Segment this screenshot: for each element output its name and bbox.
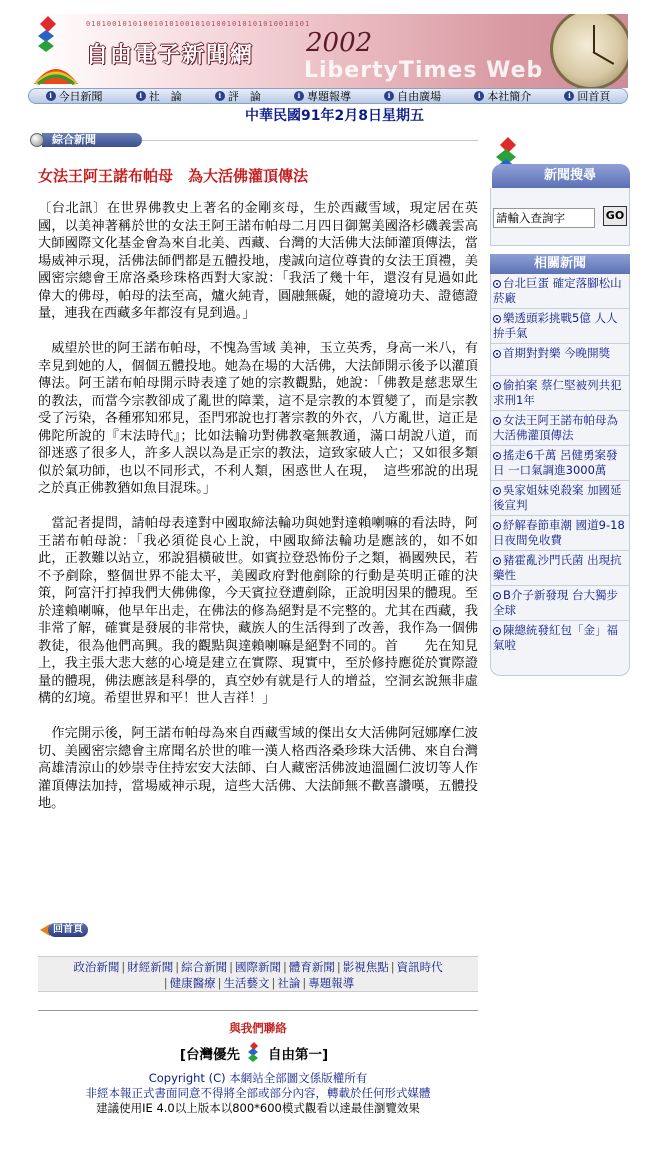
footer-category-links [38, 956, 478, 992]
footer-link-general[interactable]: 綜合新聞 [181, 960, 228, 974]
divider [142, 140, 478, 141]
section-tab [30, 131, 142, 149]
divider [38, 1010, 478, 1011]
browser-note: 建議使用IE 4.0以上版本以800*600模式觀看以達最佳瀏覽效果 [96, 1101, 420, 1115]
bullet-icon [493, 350, 501, 358]
bullet-icon [493, 487, 501, 495]
bullet-icon [493, 592, 501, 600]
bullet-icon [493, 382, 501, 390]
nav-item-home[interactable]: i 回首頁 [564, 88, 610, 104]
footer-link-finance[interactable]: 財經新聞 [127, 960, 174, 974]
banner-web-title: LibertyTimes Web [304, 58, 544, 83]
back-home-label: 回首頁 [48, 923, 88, 937]
back-home-button[interactable] [40, 922, 88, 938]
related-news-item[interactable]: 女法王阿王諾布帕母為大活佛灌頂傳法 [491, 411, 629, 446]
footer-link-editorial[interactable]: 社論 [277, 976, 301, 990]
nav-item-free-forum[interactable]: i 自由廣場 [384, 88, 441, 104]
nav-item-editorial[interactable]: i 社 論 [136, 88, 182, 104]
bullet-icon [493, 452, 501, 460]
related-news-item[interactable]: B介子新發現 台大獨步全球 [491, 586, 629, 621]
article-paragraph: 作完開示後，阿王諾布帕母為來自西藏雪域的傑出女大活佛阿冠娜摩仁波切、美國密宗總會主席聞名於世的唯一漢人格西洛桑珍珠大活佛、來自台灣高雄清涼山的妙崇寺住持宏安大法師、白人藏密活佛波迪溫圖仁波切等人作灌頂傳法加持，當場威神示現，這些大活佛、大法師無不歡喜讚嘆，五體投地。 [38, 726, 478, 811]
bullet-icon [30, 133, 44, 147]
liberty-logo-icon [246, 1042, 262, 1064]
info-icon: i [136, 91, 146, 101]
article-paragraph: 當記者提問，請帕母表達對中國取締法輪功與她對達賴喇嘛的看法時，阿王諾布帕母說：「我必須從良心上說，中國取締法輪功是應該的，如不如此，正教難以站立，邪說猖橫破世。如賓拉登恐怖份子之類，禍國殃民，若不予剷除，整個世界不能太平，美國政府對他剷除的行動是英明正確的決策，阿富汗打掉我們大佛佛像，今天賓拉登遭剷除，正說明因果的體現。至於達賴喇嘛，他早年出走，在佛法的修為絕對是不完整的。尤其在西藏，我非常了解，確實是發展的非常快，藏族人的生活得到了改善，我作為一個佛教徒，很為他們高興。我的觀點與達賴喇嘛是絕對不同的。首 先在知見上，我主張大悲大慈的心境是建立在實際、現實中，至於修持應從於實際證量的體現，佛法應該是科學的，真空妙有就是行人的增益，空洞玄說無非虛構的幻境。希望世界和平！世人吉祥！」 [38, 516, 478, 706]
info-icon: i [46, 91, 56, 101]
footer-link-international[interactable]: 國際新聞 [235, 960, 281, 974]
search-panel [490, 188, 630, 246]
slogan [166, 1040, 342, 1066]
related-news-item[interactable]: 陳總統發紅包「金」福氣啦 [493, 623, 618, 652]
liberty-logo-icon [34, 14, 78, 88]
clock-icon [550, 14, 628, 88]
bullet-icon [493, 280, 501, 288]
search-input[interactable] [493, 208, 595, 228]
nav-item-commentary[interactable]: i 評 論 [215, 88, 261, 104]
reprint-notice: 非經本報正式書面同意不得將全部或部分內容，轉載於任何形式媒體 [85, 1086, 431, 1100]
banner-year: 2002 [306, 28, 373, 58]
article-paragraph: 〔台北訊〕在世界佛教史上著名的金剛亥母，生於西藏雪域，現定居在英國，以美神著稱於世的女法王阿王諾布帕母二月四日御駕美國洛杉磯義雲高大師國際文化基金會為來自北美、西藏、台灣的大活佛大法師灌頂傳法，當場威神示現，活佛法師們都是五體投地，虔誠向這位尊貴的女法王頂禮，美國密宗總會王席洛桑珍珠格西對大家說：「我活了幾十年，還沒有見過如此偉大的佛母，帕母的法至高，爐火純青，圓融無礙，她的證境功夫、證德證量，連我在西藏多年都沒有見到過。」 [38, 201, 478, 321]
banner-digits: 0101001010100101010010101001010101010010101 [86, 20, 311, 28]
related-news-title: 相關新聞 [490, 254, 630, 274]
related-news-list [491, 274, 629, 655]
bullet-icon [493, 557, 501, 565]
bullet-icon [493, 417, 501, 425]
contact-link[interactable]: 與我們聯絡 [229, 1021, 287, 1035]
footer-links-row: | 健康醫療 | 生活藝文 | 社論 | 專題報導 [163, 976, 355, 990]
related-news-item[interactable]: 紓解春節車潮 國道9-18日夜間免收費 [491, 516, 629, 551]
footer-link-politics[interactable]: 政治新聞 [73, 960, 120, 974]
footer-links-row: 政治新聞 | 財經新聞 | 綜合新聞 | 國際新聞 | 體育新聞 | 影視焦點 | 資訊時代 [73, 960, 443, 974]
nav-item-today-news[interactable]: i 今日新聞 [46, 88, 103, 104]
footer-link-sports[interactable]: 體育新聞 [288, 960, 335, 974]
article-paragraph: 威望於世的阿王諾布帕母，不愧為雪域 美神，玉立英秀，身高一米八，有幸見到她的人，個個五體投地。她為在場的大活佛，大法師開示後予以灌頂傳法。阿王諾布帕母開示時表達了她的宗教觀點，她說：「佛教是慈悲眾生的教法，而當今宗教卻成了亂世的障業，這不是宗教的本質變了，而是宗教受了污染，各種邪知邪見，歪門邪說也打著宗教的外衣，八方亂世，這正是佛陀所說的『末法時代』；比如法輪功對佛教毫無教通，滿口胡說八道，而卻迷惑了很多人，許多人誤以為是正宗的教法，這致家破人亡；又如很多類似於氣功師，也以不同形式，不利人類，困惑世人在現， 這些邪說的出現之於真正佛教猶如魚目混珠。」 [38, 341, 478, 496]
nav-item-special-report[interactable]: i 專題報導 [294, 88, 351, 104]
slogan-left: [台灣優先 [179, 1047, 240, 1063]
related-news-item[interactable]: 樂透頭彩挑戰5億 人人拚手氣 [491, 309, 629, 344]
nav-item-about[interactable]: i 本社簡介 [474, 88, 531, 104]
related-news-item[interactable]: 搖走6千萬 呂健勇案發日 一口氣調進3000萬 [491, 446, 629, 481]
footer-link-entertainment[interactable]: 影視焦點 [342, 960, 389, 974]
footer-link-special-report[interactable]: 專題報導 [308, 976, 355, 990]
copyright-text: Copyright (C) 本網站全部圖文係版權所有 [148, 1071, 368, 1085]
page-date: 中華民國91年2月8日星期五 [245, 108, 424, 124]
search-go-button[interactable]: GO [603, 206, 627, 226]
footer-link-health[interactable]: 健康醫療 [169, 976, 216, 990]
related-news-item[interactable]: 豬霍亂沙門氏菌 出現抗藥性 [491, 551, 629, 586]
info-icon: i [474, 91, 484, 101]
site-name: 自由電子新聞網 [86, 43, 255, 68]
slogan-right: 自由第一] [268, 1047, 329, 1063]
section-label: 綜合新聞 [42, 133, 142, 147]
related-news-item[interactable]: 偷拍案 蔡仁堅被列共犯求刑1年 [491, 376, 629, 411]
related-news-item[interactable]: 吳家姐妹兇殺案 加國延後宣判 [491, 481, 629, 516]
info-icon: i [294, 91, 304, 101]
related-news-item[interactable]: 台北巨蛋 確定落腳松山菸廠 [491, 274, 629, 309]
article-headline: 女法王阿王諾布帕母 為大活佛灌頂傳法 [38, 167, 309, 185]
related-news-panel [490, 274, 630, 676]
site-banner [34, 14, 628, 88]
article-body [38, 200, 478, 830]
related-news-item[interactable]: 首期對對樂 今晚開獎 [491, 344, 629, 376]
info-icon: i [215, 91, 225, 101]
bullet-icon [493, 315, 501, 323]
info-icon: i [384, 91, 394, 101]
bullet-icon [493, 522, 501, 530]
search-panel-title: 新聞搜尋 [492, 164, 630, 188]
main-nav [28, 88, 628, 104]
bullet-icon [493, 627, 501, 635]
footer-link-it[interactable]: 資訊時代 [396, 960, 443, 974]
footer-link-life-art[interactable]: 生活藝文 [223, 976, 270, 990]
info-icon: i [564, 91, 574, 101]
